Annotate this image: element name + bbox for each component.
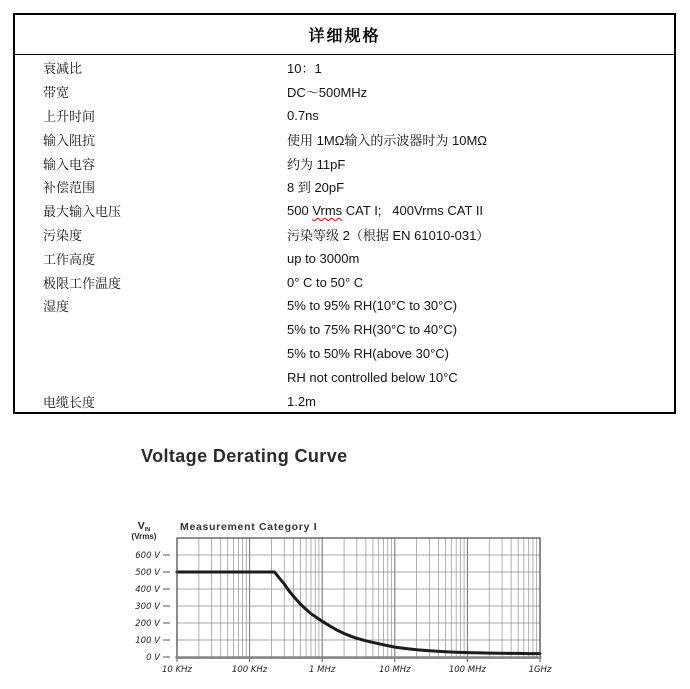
table-row — [15, 151, 674, 175]
spec-label: 污染度 — [43, 227, 83, 243]
table-row — [15, 365, 674, 389]
spec-label: 工作高度 — [43, 251, 96, 267]
table-row — [15, 342, 674, 366]
spec-value: 约为 11pF — [287, 156, 346, 172]
spec-value: 5% to 50% RH(above 30°C) — [287, 345, 449, 361]
table-row — [15, 104, 674, 128]
chart-canvas — [115, 512, 560, 684]
spec-value: up to 3000m — [287, 250, 360, 266]
spec-label: 带宽 — [43, 85, 70, 101]
y-axis-unit: (Vrms) — [131, 532, 157, 541]
y-tick-label: 600 V — [135, 551, 160, 561]
voltage-derating-chart — [115, 512, 560, 684]
spec-label: 补偿范围 — [43, 180, 96, 196]
y-axis-label: VIN — [137, 520, 151, 533]
spec-value: 污染等级 2（根据 EN 61010-031） — [287, 227, 490, 243]
spec-value: 使用 1MΩ输入的示波器时为 10MΩ — [287, 132, 488, 148]
frame-layer — [163, 538, 542, 662]
spec-label: 衰减比 — [43, 61, 83, 77]
x-tick-label: 100 MHz — [448, 665, 486, 675]
spec-label: 输入阻抗 — [43, 132, 96, 148]
table-row — [15, 294, 674, 318]
spec-label: 最大输入电压 — [43, 204, 122, 220]
spec-label: 电缆长度 — [43, 394, 96, 410]
spec-value: 0° C to 50° C — [287, 274, 364, 290]
curve-layer — [177, 572, 540, 654]
misspelled-word: Vrms — [312, 203, 343, 219]
spec-value: DC～500MHz — [287, 85, 368, 101]
spec-value: 8 到 20pF — [287, 180, 345, 196]
x-tick-label: 10 MHz — [378, 665, 411, 675]
y-tick-label: 100 V — [135, 636, 160, 646]
table-row — [15, 389, 674, 413]
chart-title: Measurement Category I — [180, 521, 318, 533]
table-rows — [15, 55, 674, 413]
spec-label: 极限工作温度 — [43, 275, 122, 291]
spec-value: 1.2m — [287, 393, 316, 409]
x-tick-label: 100 KHz — [231, 665, 268, 675]
spec-value: 0.7ns — [287, 107, 319, 123]
table-title: 详细规格 — [15, 15, 674, 55]
spec-label: 输入电容 — [43, 156, 96, 172]
section-heading: Voltage Derating Curve — [141, 446, 348, 466]
table-row — [15, 56, 674, 80]
x-tick-label: 1 MHz — [309, 665, 336, 675]
spec-value: 10：1 — [287, 61, 322, 77]
spec-label: 上升时间 — [43, 108, 96, 124]
x-tick-label: 1GHz — [528, 665, 552, 675]
spec-value: 5% to 75% RH(30°C to 40°C) — [287, 322, 458, 338]
y-tick-label: 200 V — [135, 619, 160, 629]
y-tick-label: 400 V — [135, 585, 160, 595]
specifications-table — [13, 13, 676, 414]
spec-value: RH not controlled below 10°C — [287, 369, 458, 385]
spec-label: 湿度 — [43, 299, 70, 315]
table-row — [15, 80, 674, 104]
table-row — [15, 175, 674, 199]
y-tick-label: 0 V — [146, 653, 160, 663]
table-row — [15, 127, 674, 151]
table-row — [15, 223, 674, 247]
spec-value: 5% to 95% RH(10°C to 30°C) — [287, 298, 458, 314]
derating-curve — [177, 572, 540, 654]
table-row — [15, 246, 674, 270]
table-row — [15, 318, 674, 342]
y-tick-label: 500 V — [135, 568, 160, 578]
y-tick-label: 300 V — [135, 602, 160, 612]
table-row — [15, 199, 674, 223]
table-row — [15, 270, 674, 294]
spec-value: 500 Vrms CAT I; 400Vrms CAT II — [287, 203, 484, 219]
x-tick-label: 10 KHz — [162, 665, 192, 675]
